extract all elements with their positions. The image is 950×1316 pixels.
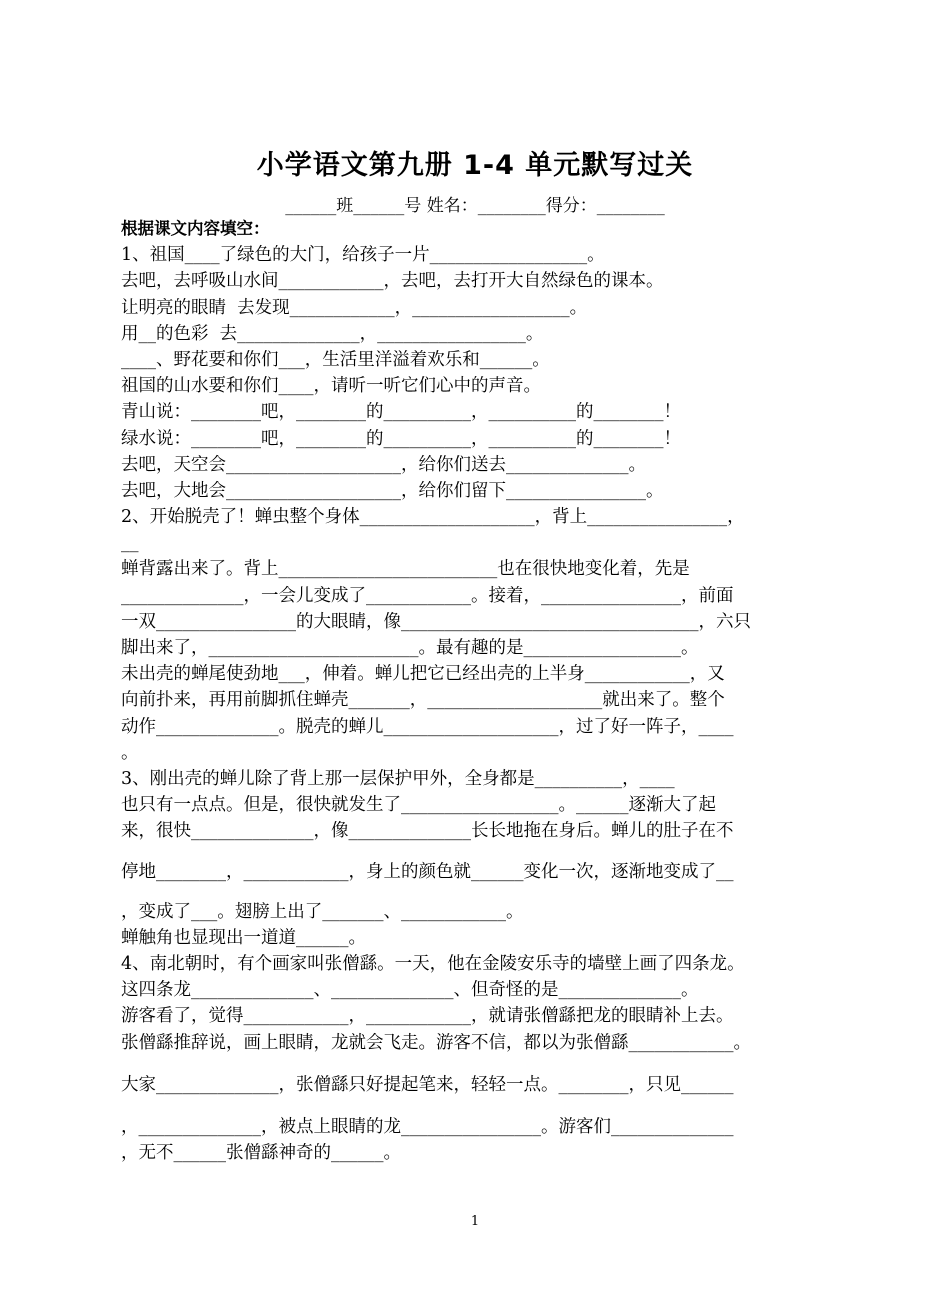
text-line: 向前扑来，再用前脚抓住蝉壳_______，____________________就出来了。整个 — [121, 690, 725, 711]
text-line: 张僧繇推辞说，画上眼睛，龙就会飞走。游客不信，都以为张僧繇____________。 — [121, 1032, 751, 1053]
text-line: 一双________________的大眼睛，像__________________________________，六只 — [121, 611, 751, 632]
paragraph-gap — [121, 1098, 833, 1114]
text-line: 来，很快______________，像______________长长地拖在身后。蝉儿的肚子在不 — [121, 821, 734, 842]
section-heading: 根据课文内容填空： — [121, 219, 270, 238]
text-line: ，变成了___。翅膀上出了_______、____________。 — [121, 901, 524, 922]
text-line: 青山说：________吧，________的__________，__________的________！ — [121, 402, 681, 423]
text-line: 游客看了，觉得____________，____________，就请张僧繇把龙的眼睛补上去。 — [121, 1006, 734, 1027]
text-line: 绿水说：________吧，________的__________，__________的________！ — [121, 428, 681, 449]
text-line: 3、刚出壳的蝉儿除了背上那一层保护甲外，全身都是__________，____ — [121, 768, 675, 789]
text-line: 2、开始脱壳了！蝉虫整个身体____________________，背上________________， — [121, 507, 745, 528]
text-line: 让明亮的眼睛 去发现____________，__________________。 — [121, 297, 588, 318]
text-line: 停地________，____________，身上的颜色就______变化一次，逐渐地变成了__ — [121, 861, 734, 882]
worksheet-body — [121, 216, 833, 1166]
text-line: 去吧，去呼吸山水间____________，去吧，去打开大自然绿色的课本。 — [121, 271, 664, 292]
text-line: 1、祖国____了绿色的大门，给孩子一片__________________。 — [121, 245, 605, 266]
text-line: 去吧，天空会____________________，给你们送去______________。 — [121, 454, 646, 475]
page-number: 1 — [470, 1214, 480, 1229]
text-line: 。 — [121, 742, 139, 763]
text-line: 这四条龙______________、______________、但奇怪的是______________。 — [121, 980, 699, 1001]
text-line: 4、南北朝时，有个画家叫张僧繇。一天，他在金陵安乐寺的墙壁上画了四条龙。 — [121, 954, 745, 975]
text-line: 脚出来了，________________________。最有趣的是__________________。 — [121, 638, 699, 658]
text-line: 大家______________，张僧繇只好提起笔来，轻轻一点。________，只见______ — [121, 1074, 734, 1095]
paragraph-gap — [121, 845, 833, 859]
text-line: ，______________，被点上眼睛的龙________________。游客们______________ — [121, 1117, 734, 1137]
text-line: 去吧，大地会____________________，给你们留下________________。 — [121, 480, 664, 501]
text-line: 也只有一点点。但是，很快就发生了__________________。______逐渐大了起 — [121, 795, 716, 816]
page-title: 小学语文第九册 1-4 单元默写过关 — [256, 150, 694, 181]
text-line: 蝉触角也显现出一道道______。 — [121, 927, 366, 948]
text-line: __ — [121, 533, 139, 554]
student-info-line: ______班______号 姓名：________得分：________ — [285, 196, 665, 216]
text-line: 未出壳的蝉尾使劲地___，伸着。蝉儿把它已经出壳的上半身____________，又 — [121, 664, 725, 685]
text-line: ______________，一会儿变成了____________。接着，________________，前面 — [121, 585, 734, 606]
text-line: ，无不______张僧繇神奇的______。 — [121, 1143, 401, 1164]
text-line: 祖国的山水要和你们____，请听一听它们心中的声音。 — [121, 376, 541, 397]
paragraph-gap — [121, 885, 833, 899]
text-line: 用__的色彩 去______________，_________________。 — [121, 323, 544, 344]
text-line: 蝉背露出来了。背上_________________________也在很快地变化着，先是 — [121, 559, 690, 580]
text-line: ____、野花要和你们___，生活里洋溢着欢乐和______。 — [121, 349, 550, 370]
paragraph-gap — [121, 1056, 833, 1072]
text-line: 动作______________。脱壳的蝉儿____________________，过了好一阵子，____ — [121, 716, 734, 737]
